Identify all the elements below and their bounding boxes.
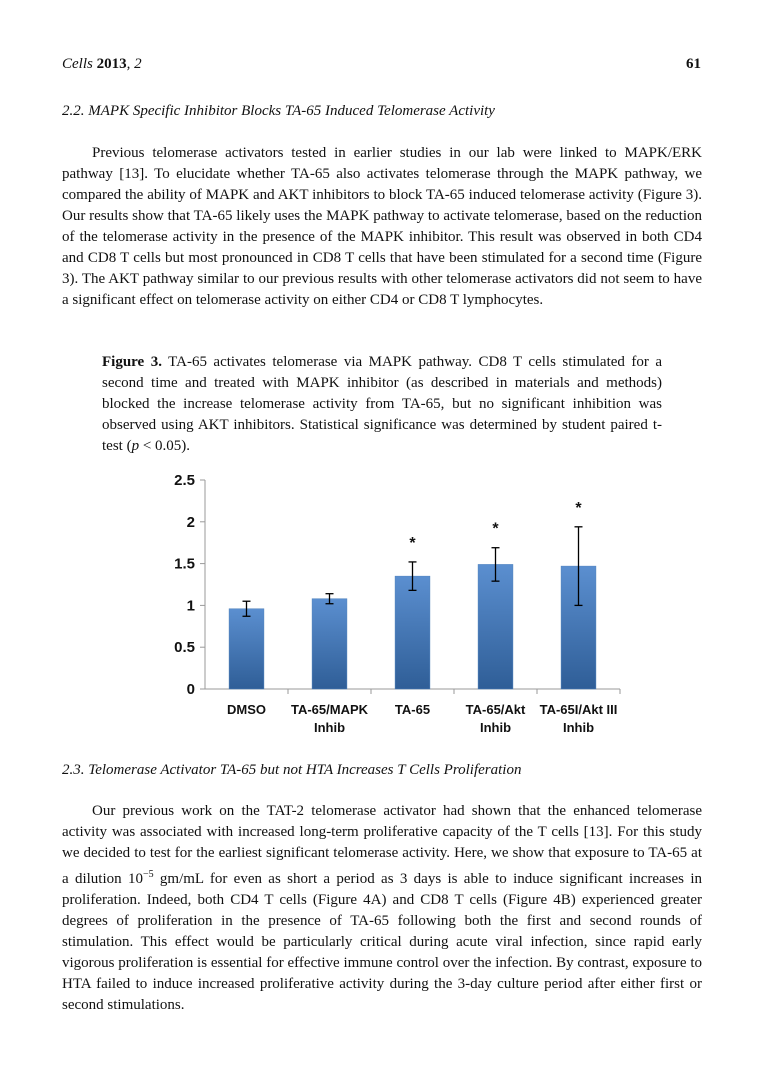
exponent: −5 <box>142 869 154 880</box>
bar <box>478 564 513 689</box>
bar-chart-svg <box>150 468 630 738</box>
caption-p-symbol: p <box>131 438 140 454</box>
journal-name: Cells <box>62 56 93 72</box>
caption-text-end: < 0.05). <box>139 438 191 454</box>
x-category-label: Inhib <box>479 720 512 735</box>
bar <box>312 599 347 689</box>
body-paragraph-1: Previous telomerase activators tested in earlier studies in our lab were linked to MAPK/ERK pathway [13]. To elucidate whether TA-65 also activates telomerase through the MAPK pathway, we compared the ability of MAPK and AKT inhibitors to block TA-65 induced telomerase activity (Figure 3). Our results show that TA-65 likely uses the MAPK pathway to activate telomerase, based on the reduction of the telomerase activity in the presence of the MAPK inhibitor. This result was observed in both CD4 and CD8 T cells but most pronounced in CD8 T cells that have been stimulated for a second time (Figure 3). The AKT pathway similar to our previous results with other telomerase activators did not seem to have a significant effect on telomerase activity on either CD4 or CD8 T lymphocytes. <box>62 145 702 308</box>
x-category-label: TA-65/Akt <box>465 702 526 717</box>
journal-year: 2013 <box>96 56 127 72</box>
paragraph-2-text: Our previous work on the TAT-2 telomerase activator had shown that the enhanced telomerase activity was associated with increased long-term proliferative capacity of the T cells [13]. For this study we decided to test for the earliest significant telomerase activity. Here, we show that exposure to TA-65 at a dilution 10 <box>62 803 702 887</box>
section-heading-2-2: 2.2. MAPK Specific Inhibitor Blocks TA-65 Induced Telomerase Activity <box>62 103 495 119</box>
figure-caption <box>102 352 662 457</box>
section-heading-2-3: 2.3. Telomerase Activator TA-65 but not HTA Increases T Cells Proliferation <box>62 762 522 778</box>
y-tick-label: 1 <box>186 597 195 615</box>
bar-chart <box>150 468 630 738</box>
significance-marker: * <box>409 534 416 552</box>
y-tick-label: 1.5 <box>174 555 195 573</box>
bar <box>229 609 264 689</box>
paragraph-2-text-cont: gm/mL for even as short a period as 3 days is able to induce significant increases in proliferation. Indeed, both CD4 T cells (Figure 4A) and CD8 T cells (Figure 4B) experienced greater degrees of proliferation in the presence of TA-65 following both the first and second rounds of stimulation. This effect would be particularly critical during acute viral infection, since rapid early vigorous proliferation is essential for effective immune control over the infection. By contrast, exposure to HTA failed to induce increased proliferative activity during the 3-day culture period after either first or second stimulations. <box>62 871 702 1013</box>
y-tick-label: 0 <box>186 681 195 698</box>
x-category-label: DMSO <box>227 702 266 717</box>
page-number: 61 <box>686 56 701 72</box>
x-category-label: Inhib <box>313 720 346 735</box>
x-category-label: Inhib <box>562 720 595 735</box>
x-category-label: TA-65I/Akt III <box>539 702 618 717</box>
page-header <box>62 56 701 78</box>
significance-marker: * <box>492 520 499 538</box>
y-tick-label: 2.5 <box>174 472 195 489</box>
journal-volume: 2 <box>134 56 142 72</box>
y-tick-label: 2 <box>186 513 195 531</box>
x-category-label: TA-65/MAPK <box>290 702 369 717</box>
journal-citation: Cells 2013, 2 <box>62 56 142 72</box>
y-tick-label: 0.5 <box>174 639 195 657</box>
caption-text: TA-65 activates telomerase via MAPK pathway. CD8 T cells stimulated for a second time and treated with MAPK inhibitor (as described in materials and methods) blocked the increase telomerase activity from TA-65, but no significant inhibition was observed using AKT inhibitors. Statistical significance was determined by student paired t-test ( <box>102 354 662 454</box>
body-paragraph-2 <box>62 801 702 1016</box>
bar <box>395 576 430 689</box>
figure-label: Figure 3. <box>102 354 162 370</box>
x-category-label: TA-65 <box>394 702 431 717</box>
significance-marker: * <box>575 499 582 517</box>
